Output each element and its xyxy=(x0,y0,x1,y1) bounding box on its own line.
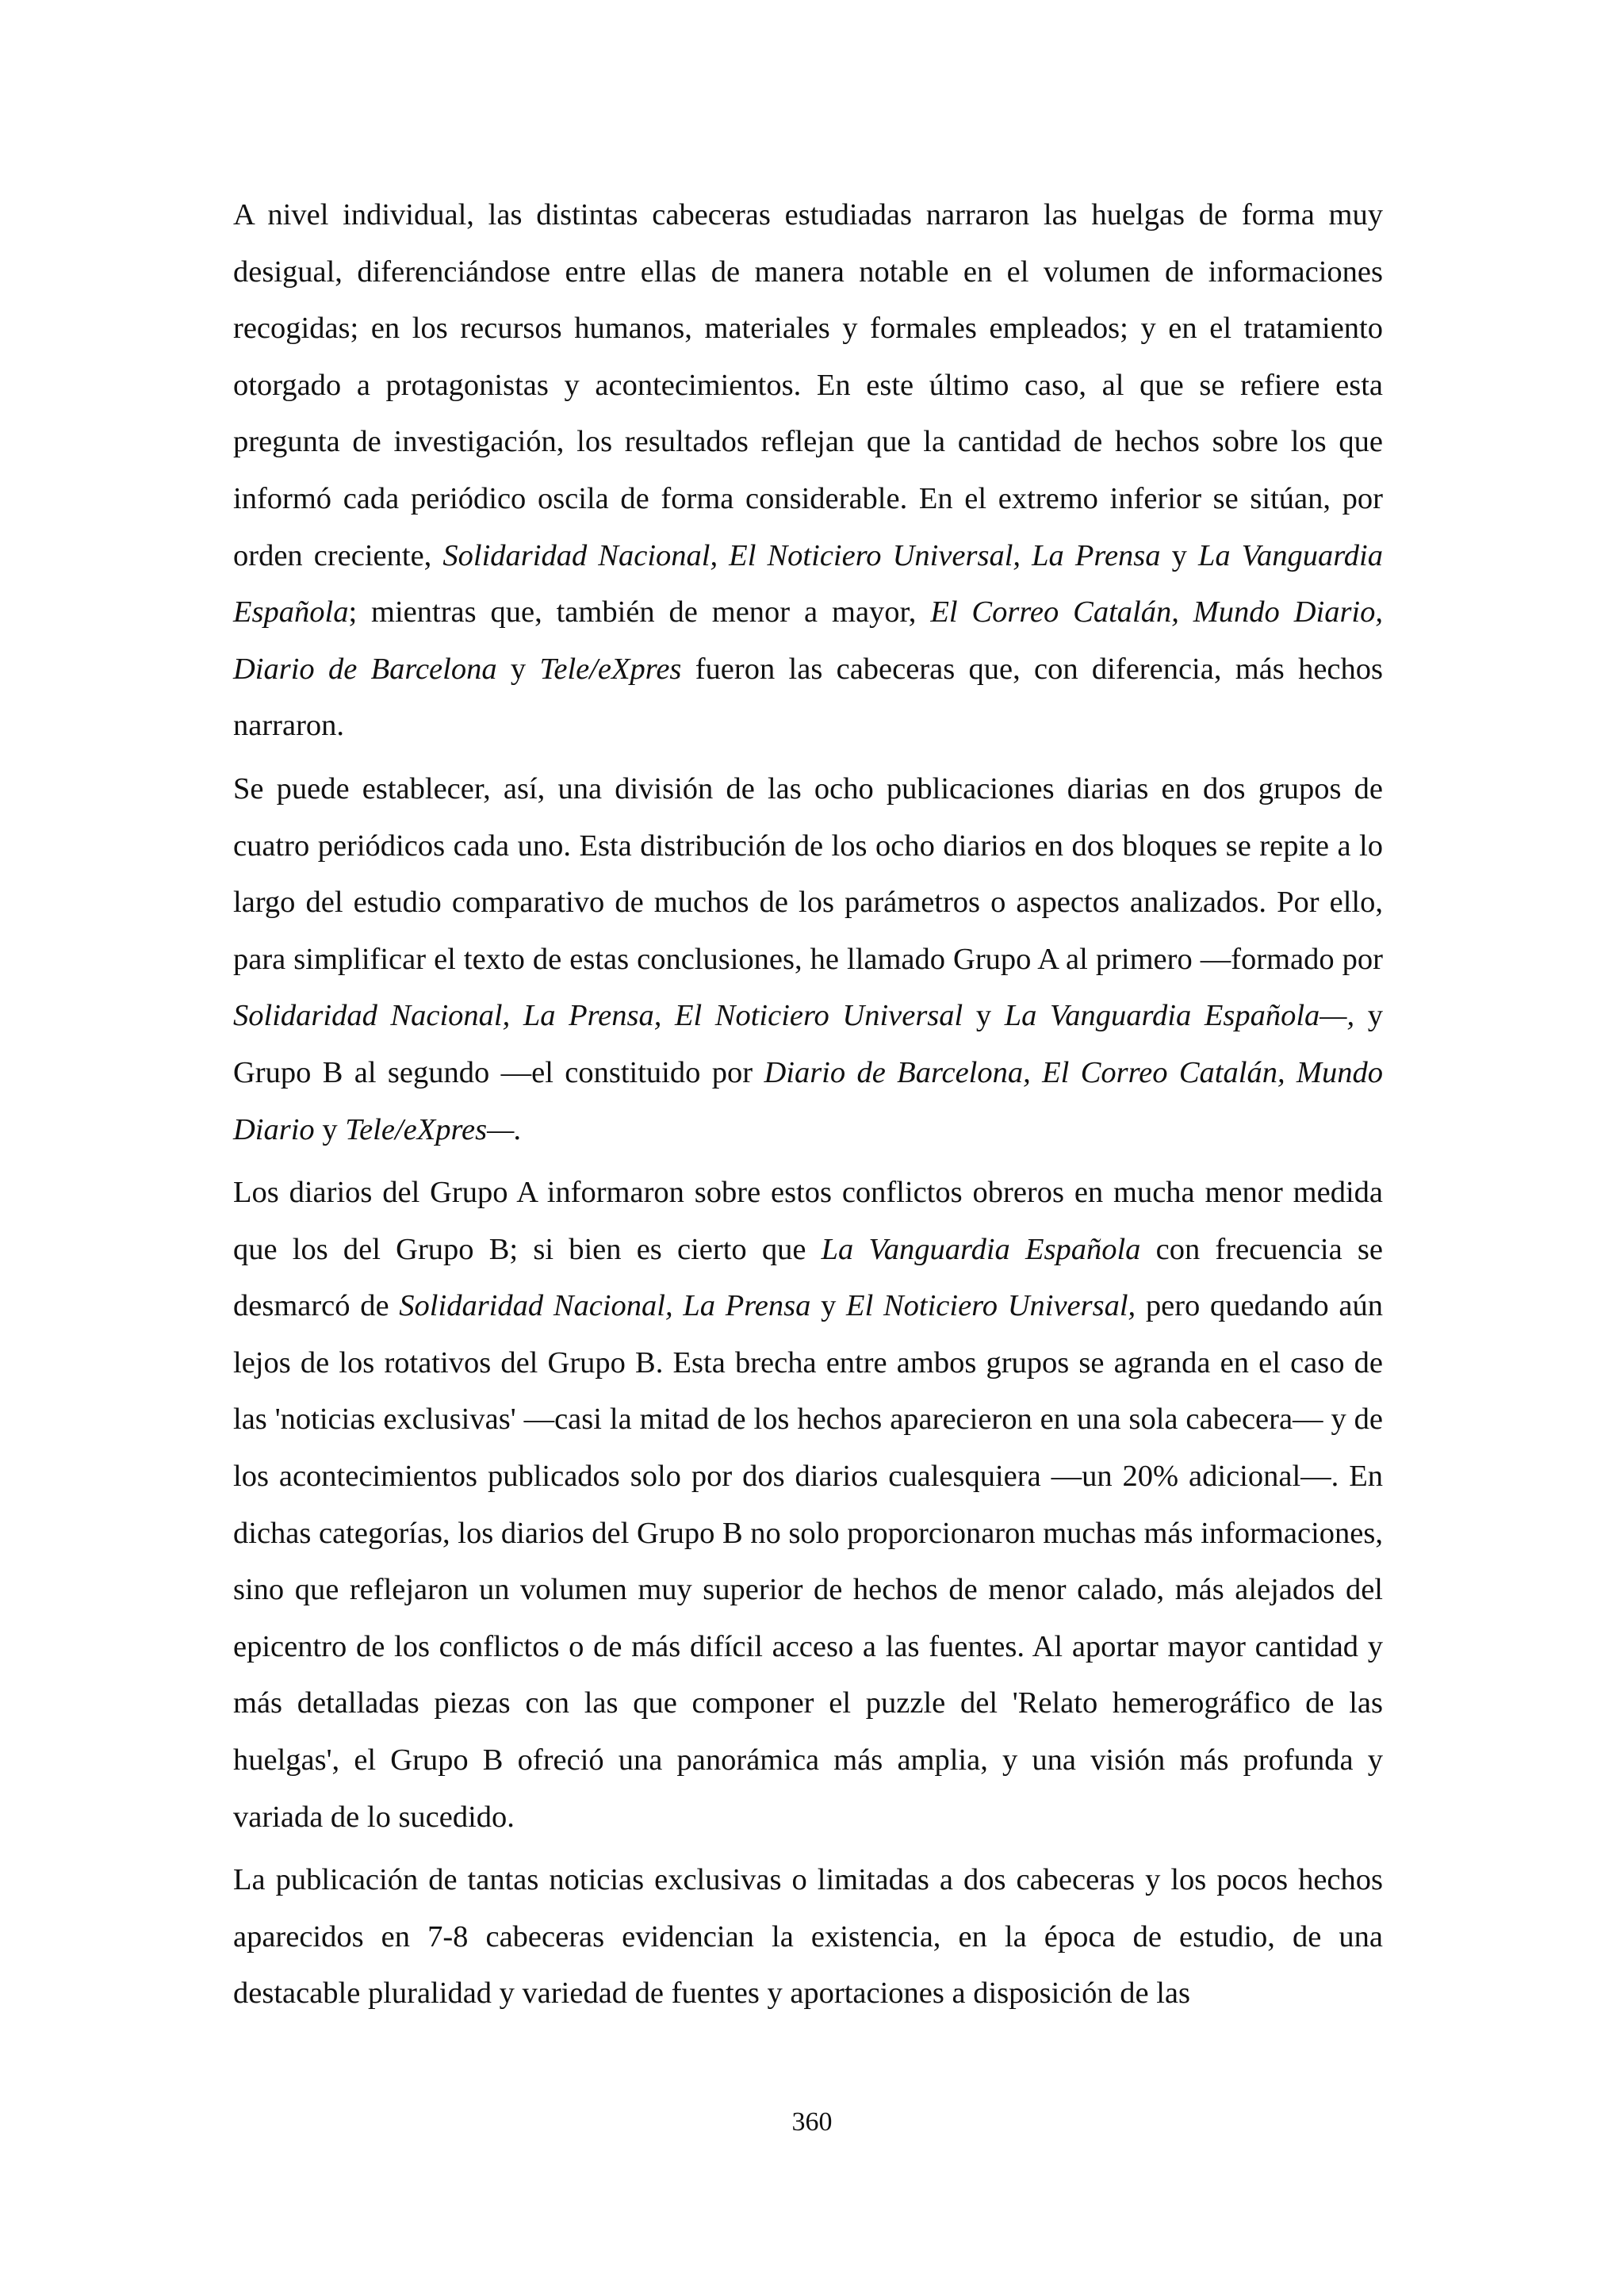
text-run: A nivel individual, las distintas cabeceras estudiadas narraron las huelgas de forma muy desigual, diferenciándose entre ellas de manera notable en el volumen de informaciones recogidas; en los recursos humanos, materiales y formales empleados; y en el tratamiento otorgado a protagonistas y acontecimientos. En este último caso, al que se refiere esta pregunta de investigación, los resultados reflejan que la cantidad de hechos sobre los que informó cada periódico oscila de forma considerable. En el extremo inferior se sitúan, por orden creciente, xyxy=(233,198,1383,572)
text-run: y Grupo B al segundo —el constituido por xyxy=(233,999,1384,1089)
italic-run: Solidaridad Nacional, El Noticiero Universal, La Prensa xyxy=(442,538,1161,572)
paragraph xyxy=(233,1165,1383,1846)
text-run: pero quedando aún lejos de los rotativos del Grupo B. Esta brecha entre ambos grupos se agranda en el caso de las 'noticias exclusivas' —casi la mitad de los hechos aparecieron en una sola cabecera— y de los acontecimientos publicados solo por dos diarios cualesquiera —un 20% adicional—. En dichas categorías, los diarios del Grupo B no solo proporcionaron muchas más informaciones, sino que reflejaron un volumen muy superior de hechos de menor calado, más alejados del epicentro de los conflictos o de más difícil acceso a las fuentes. Al aportar mayor cantidad y más detalladas piezas con las que componer el puzzle del 'Relato hemerográfico de las huelgas', el Grupo B ofreció una panorámica más amplia, y una visión más profunda y variada de lo sucedido. xyxy=(233,1289,1383,1834)
italic-run: Solidaridad Nacional, La Prensa xyxy=(399,1289,811,1323)
text-run: y xyxy=(810,1289,847,1323)
paragraph xyxy=(233,187,1383,755)
text-run: Los diarios del Grupo A informaron sobre estos conflictos obreros en mucha menor medida que los del Grupo B; si bien es cierto que xyxy=(233,1176,1383,1266)
italic-run: Tele/eXpres xyxy=(539,652,682,686)
paragraph xyxy=(233,761,1383,1158)
italic-run: La Vanguardia Española xyxy=(233,538,1383,629)
text-run: La publicación de tantas noticias exclusivas o limitadas a dos cabeceras y los pocos hechos aparecidos en 7-8 cabeceras evidencian la existencia, en la época de estudio, de una destacable pluralidad y variedad de fuentes y aportaciones a disposición de las xyxy=(233,1863,1383,2011)
italic-run: El Correo Catalán, Mundo Diario, Diario de Barcelona xyxy=(233,595,1383,686)
page-number: 360 xyxy=(791,2107,833,2137)
text-run: y xyxy=(1160,538,1198,572)
text-run: y xyxy=(314,1112,346,1146)
italic-run: Solidaridad Nacional, La Prensa, El Noticiero Universal xyxy=(233,999,963,1033)
text-run: fueron las cabeceras que, con diferencia, más hechos narraron. xyxy=(233,652,1384,743)
body-text xyxy=(233,187,1383,2029)
text-run: ; mientras que, también de menor a mayor, xyxy=(348,595,931,629)
paragraph xyxy=(233,1852,1383,2022)
text-run: Se puede establecer, así, una división de las ocho publicaciones diarias en dos grupos de cuatro periódicos cada uno. Esta distribución de los ocho diarios en dos bloques se repite a lo largo del estudio comparativo de muchos de los parámetros o aspectos analizados. Por ello, para simplificar el texto de estas conclusiones, he llamado Grupo A al primero —formado por xyxy=(233,771,1383,976)
text-run: y xyxy=(496,652,540,686)
italic-run: El Noticiero Universal, xyxy=(846,1289,1136,1323)
italic-run: La Vanguardia Española xyxy=(821,1232,1141,1266)
text-run: y xyxy=(963,999,1005,1033)
italic-run: Diario de Barcelona, El Correo Catalán, Mundo Diario xyxy=(233,1055,1384,1146)
text-run: con frecuencia se desmarcó de xyxy=(233,1232,1383,1323)
italic-run: Tele/eXpres—. xyxy=(345,1112,522,1146)
italic-run: La Vanguardia Española—, xyxy=(1004,999,1355,1033)
